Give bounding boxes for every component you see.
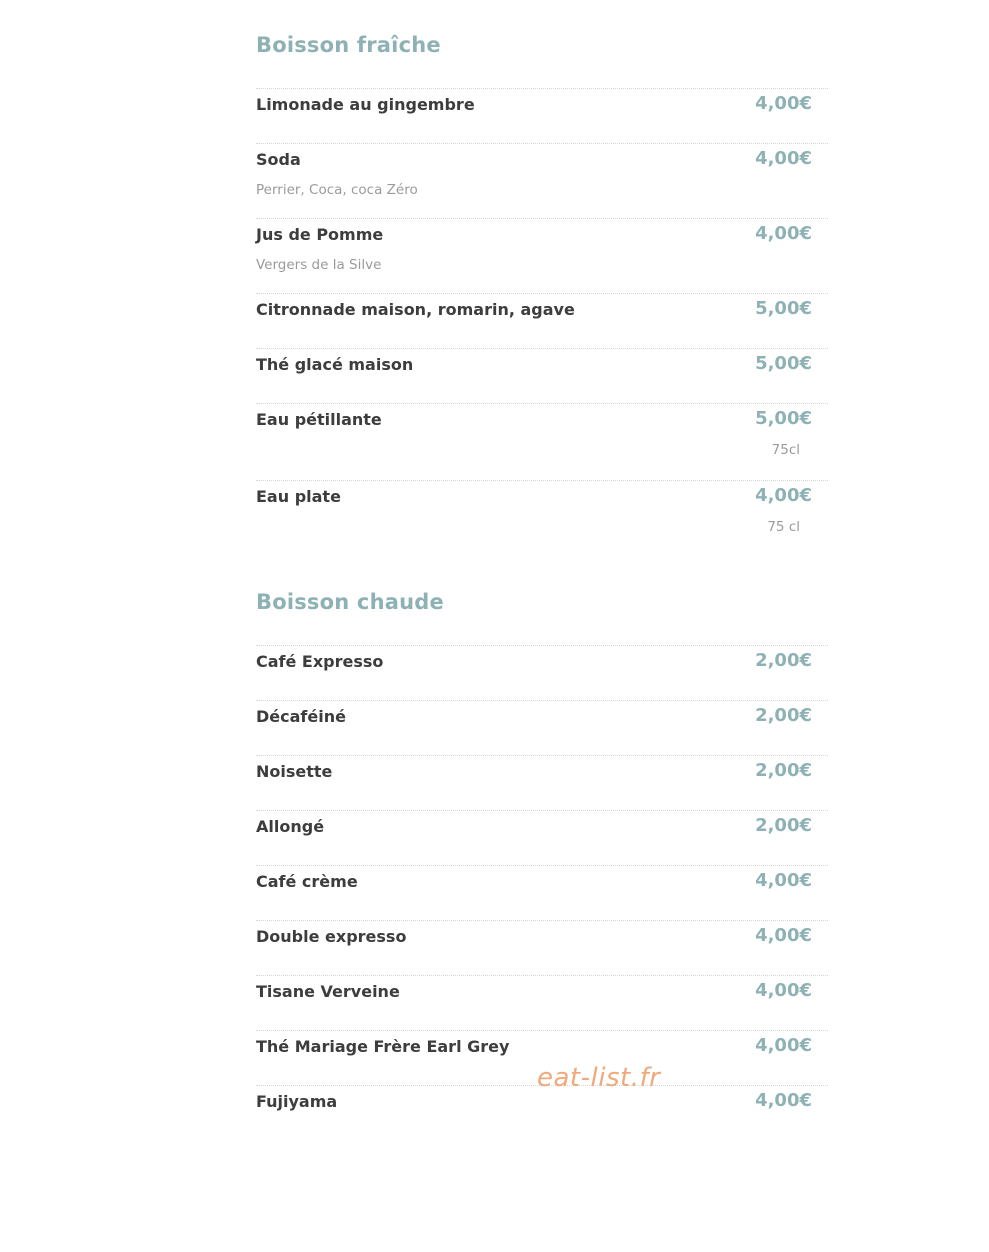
item-price: 4,00€ [755,485,812,506]
item-list [256,88,828,557]
item-name: Café Expresso [256,652,384,671]
menu-item [256,810,828,865]
item-price: 4,00€ [755,1035,812,1056]
item-price: 2,00€ [755,760,812,781]
menu-item [256,293,828,348]
item-price: 4,00€ [755,870,812,891]
item-price: 4,00€ [755,980,812,1001]
menu-item [256,348,828,403]
item-name: Eau pétillante [256,410,382,429]
item-name: Thé glacé maison [256,355,414,374]
item-price: 5,00€ [755,408,812,429]
item-name: Jus de Pomme [256,225,384,244]
item-name: Double expresso [256,927,407,946]
item-name: Noisette [256,762,333,781]
section-title: Boisson chaude [256,590,444,614]
item-name: Limonade au gingembre [256,95,475,114]
menu-item [256,218,828,293]
section-title: Boisson fraîche [256,33,441,57]
watermark: eat-list.fr [537,1063,661,1093]
menu-item [256,645,828,700]
item-name: Soda [256,150,301,169]
item-description: Perrier, Coca, coca Zéro [256,182,418,198]
item-price: 2,00€ [755,650,812,671]
item-price: 4,00€ [755,93,812,114]
item-volume: 75cl [771,442,800,458]
item-price: 2,00€ [755,815,812,836]
section-boisson-fraiche [256,30,828,557]
item-price: 4,00€ [755,1090,812,1111]
item-volume: 75 cl [767,519,800,535]
menu-item [256,403,828,480]
item-name: Citronnade maison, romarin, agave [256,300,575,319]
item-price: 4,00€ [755,925,812,946]
item-price: 4,00€ [755,223,812,244]
item-price: 4,00€ [755,148,812,169]
item-name: Allongé [256,817,325,836]
item-name: Fujiyama [256,1092,338,1111]
item-name: Eau plate [256,487,341,506]
section-boisson-chaude [256,587,828,1140]
item-price: 5,00€ [755,353,812,374]
item-name: Décaféiné [256,707,346,726]
item-price: 2,00€ [755,705,812,726]
item-description: Vergers de la Silve [256,257,382,273]
menu-item [256,755,828,810]
menu-item [256,975,828,1030]
item-name: Thé Mariage Frère Earl Grey [256,1037,510,1056]
menu-item [256,88,828,143]
item-price: 5,00€ [755,298,812,319]
menu-item [256,143,828,218]
item-name: Tisane Verveine [256,982,400,1001]
menu [256,0,828,1140]
menu-item [256,865,828,920]
menu-item [256,920,828,975]
item-name: Café crème [256,872,358,891]
menu-item [256,480,828,557]
menu-item [256,700,828,755]
menu-item [256,1085,828,1140]
